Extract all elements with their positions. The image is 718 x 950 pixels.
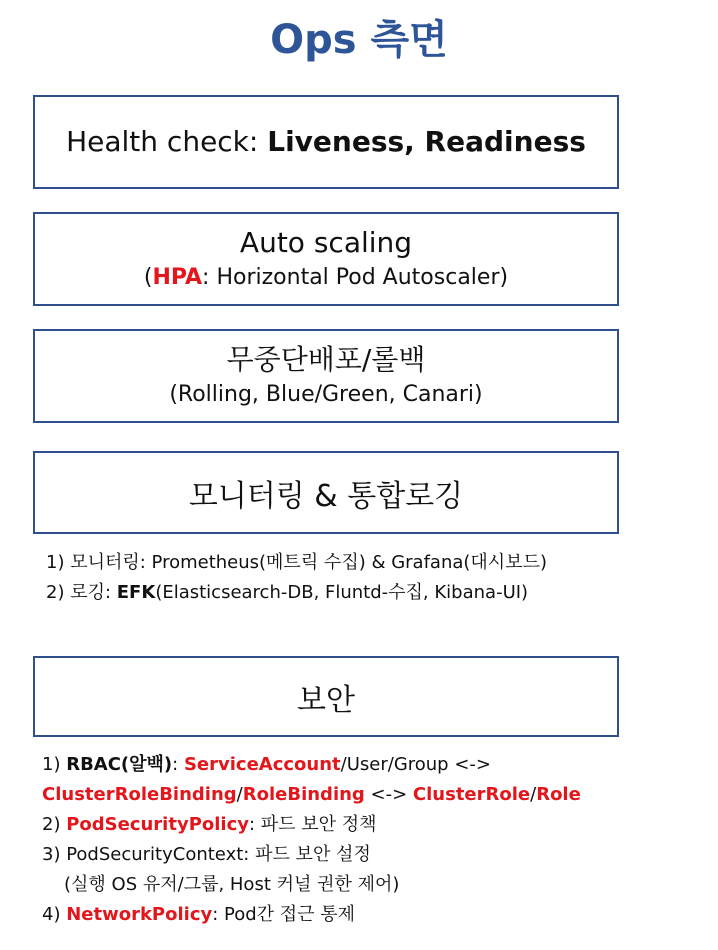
efk-label: EFK (116, 582, 156, 603)
rbac-label: RBAC(알백) (66, 754, 173, 775)
logging-note (46, 578, 547, 608)
page-title: Ops 측면 (270, 17, 448, 63)
rbac-arrow: <-> (364, 784, 413, 805)
deployment-box (33, 329, 619, 423)
autoscaling-subtitle (144, 262, 508, 294)
role-term: Role (536, 784, 581, 805)
security-title: 보안 (297, 682, 355, 718)
rbac-colon: : (172, 754, 184, 775)
psp-desc: : 파드 보안 정책 (249, 814, 377, 835)
autoscaling-open-paren: ( (143, 265, 153, 290)
monitoring-logging-title: 모니터링 & 통합로깅 (188, 478, 464, 514)
psp-num: 2) (42, 814, 67, 835)
logging-note-prefix: 2) 로깅: (46, 582, 117, 603)
security-context-note: 3) PodSecurityContext: 파드 보안 설정 (42, 844, 371, 865)
autoscaling-title: Auto scaling (239, 226, 413, 259)
monitoring-notes (46, 548, 547, 608)
network-policy-term: NetworkPolicy (66, 904, 213, 925)
security-notes (42, 750, 581, 930)
deployment-title: 무중단배포/롤백 (226, 343, 426, 376)
autoscaling-box (33, 212, 619, 306)
cluster-role-term: ClusterRole (412, 784, 531, 805)
monitoring-note: 1) 모니터링: Prometheus(메트릭 수집) & Grafana(대시보드) (46, 552, 547, 573)
security-box (33, 656, 619, 737)
health-check-box (33, 95, 619, 189)
hpa-highlight: HPA (152, 265, 203, 290)
logging-note-detail: (Elasticsearch-DB, Fluntd-수집, Kibana-UI) (155, 582, 529, 603)
rbac-note-cont (42, 780, 581, 810)
deployment-strategies: (Rolling, Blue/Green, Canari) (169, 382, 483, 407)
network-policy-note (42, 900, 581, 930)
np-desc: : Pod간 접근 통제 (212, 904, 356, 925)
service-account-term: ServiceAccount (183, 754, 341, 775)
psp-term: PodSecurityPolicy (66, 814, 249, 835)
psp-note (42, 810, 581, 840)
rbac-slash-1: / (236, 784, 243, 805)
rbac-subjects: /User/Group <-> (340, 754, 491, 775)
rbac-slash-2: / (530, 784, 537, 805)
health-check-text (66, 123, 586, 161)
health-check-label: Health check: (66, 125, 268, 158)
monitoring-logging-box (33, 451, 619, 534)
health-check-probes: Liveness, Readiness (267, 125, 586, 158)
role-binding-term: RoleBinding (242, 784, 365, 805)
rbac-num: 1) (42, 754, 67, 775)
cluster-role-binding-term: ClusterRoleBinding (42, 784, 237, 805)
np-num: 4) (42, 904, 67, 925)
security-context-detail: (실행 OS 유저/그룹, Host 커널 권한 제어) (64, 874, 400, 895)
rbac-note (42, 750, 581, 780)
autoscaling-desc: : Horizontal Pod Autoscaler) (202, 265, 509, 290)
